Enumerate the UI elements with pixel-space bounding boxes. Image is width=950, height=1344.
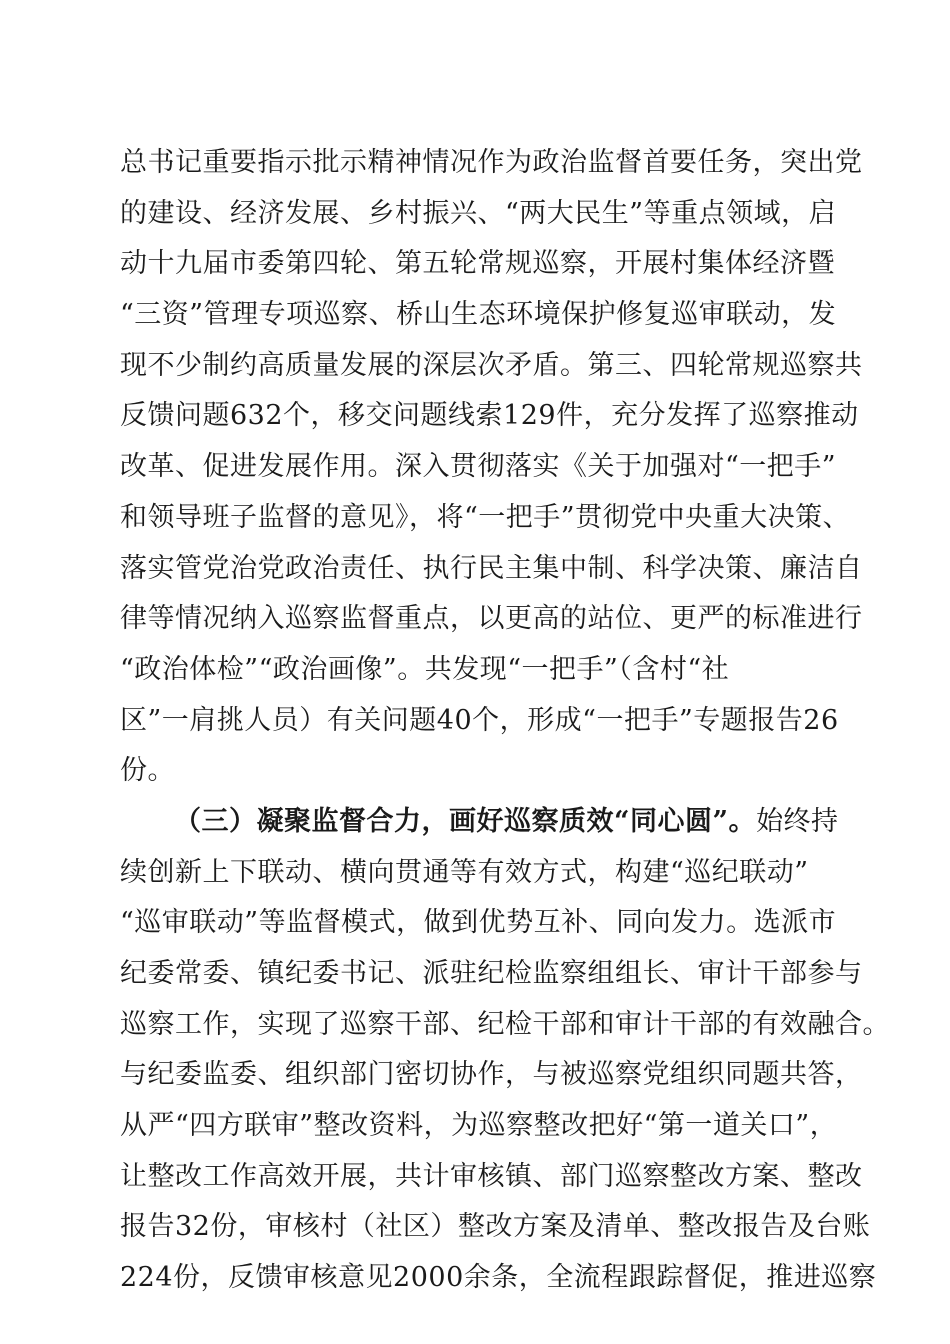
- paragraph-first-line: [120, 797, 840, 848]
- text-line: 律等情况纳入巡察监督重点，以更高的站位、更严的标准进行: [120, 603, 863, 635]
- text-line: 改革、促进发展作用。深入贯彻落实《关于加强对“一把手”: [120, 451, 837, 483]
- text-line: 224份，反馈审核意见2000余条，全流程跟踪督促，推进巡察: [120, 1262, 877, 1294]
- paragraph-2: [120, 797, 890, 1304]
- text-line: 总书记重要指示批示精神情况作为政治监督首要任务，突出党: [120, 147, 863, 178]
- section-heading: （三）凝聚监督合力，画好巡察质效“同心圆”。: [174, 805, 757, 837]
- text-line: 让整改工作高效开展，共计审核镇、部门巡察整改方案、整改: [120, 1160, 863, 1192]
- heading-line-rest: 始终持: [756, 805, 839, 837]
- text-line: 巡察工作，实现了巡察干部、纪检干部和审计干部的有效融合。: [120, 1008, 890, 1040]
- text-line: 份。: [120, 755, 175, 787]
- text-line: 与纪委监委、组织部门密切协作，与被巡察党组织同题共答，: [120, 1059, 863, 1091]
- text-line: 区”一肩挑人员）有关问题40个，形成“一把手”专题报告26: [120, 704, 839, 736]
- text-line: 从严“四方联审”整改资料，为巡察整改把好“第一道关口”，: [120, 1110, 838, 1142]
- text-line: 续创新上下联动、横向贯通等有效方式，构建“巡纪联动”: [120, 856, 809, 888]
- body-text: [120, 138, 890, 1304]
- text-line: “三资”管理专项巡察、桥山生态环境保护修复巡审联动，发: [120, 299, 837, 331]
- text-line: “政治体检”“政治画像”。共发现“一把手”（含村“社: [120, 653, 730, 685]
- text-line: 纪委常委、镇纪委书记、派驻纪检监察组组长、审计干部参与: [120, 958, 863, 989]
- text-line: 的建设、经济发展、乡村振兴、“两大民生”等重点领域，启: [120, 197, 837, 229]
- text-line: 和领导班子监督的意见》，将“一把手”贯彻党中央重大决策、: [120, 501, 851, 533]
- paragraph-1: [120, 138, 863, 797]
- text-line: “巡审联动”等监督模式，做到优势互补、同向发力。选派市: [120, 907, 837, 939]
- text-line: 反馈问题632个，移交问题线索129件，充分发挥了巡察推动: [120, 400, 859, 432]
- text-line: 落实管党治党政治责任、执行民主集中制、科学决策、廉洁自: [120, 552, 863, 584]
- text-line: 动十九届市委第四轮、第五轮常规巡察，开展村集体经济暨: [120, 248, 835, 280]
- text-line: 报告32份，审核村（社区）整改方案及清单、整改报告及台账: [120, 1211, 871, 1243]
- text-line: 现不少制约高质量发展的深层次矛盾。第三、四轮常规巡察共: [120, 349, 863, 381]
